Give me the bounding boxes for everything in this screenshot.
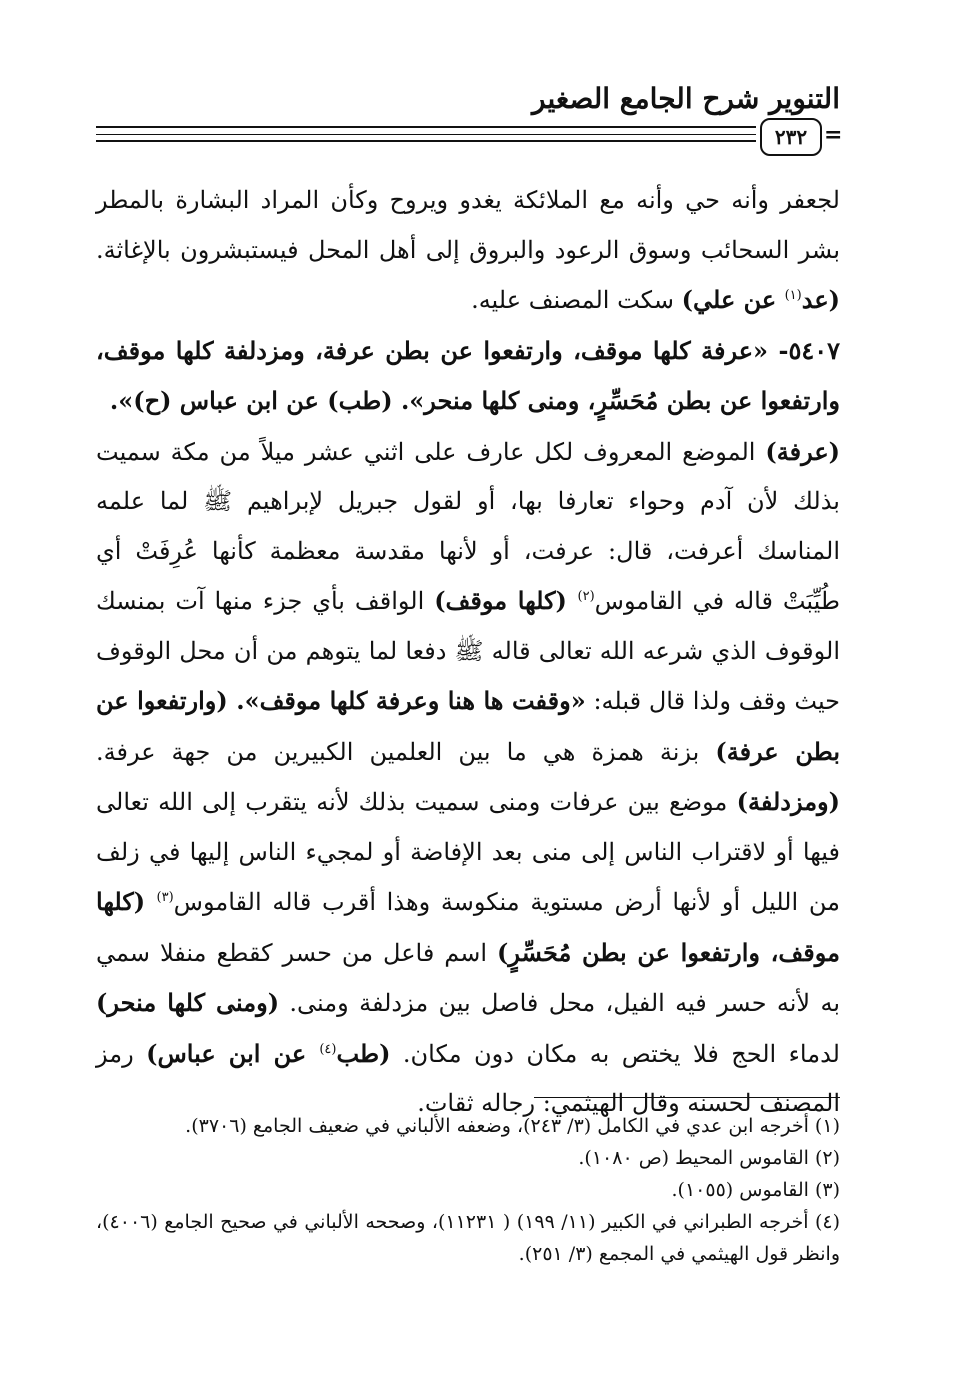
text-run: لجعفر وأنه حي وأنه مع الملائكة يغدو ويروح وكأن المراد البشارة بالمطر بشر السحائب وسوق الرعود والبروق إلى أهل المحل فيستبشرون بالإغاثة. [96,186,840,264]
text-run: موضع بين عرفات ومنى سميت بذلك لأنه يتقرب إلى الله تعالى فيها أو لاقتراب الناس إلى منى بعد الإفاضة أو لمجيء الناس إليها في زلف من الليل أو لأنها أرض مستوية منكوسة وهذا أقرب قاله القاموس [96,788,841,916]
text-run: لدماء الحج فلا يختص به مكان دون مكان. [390,1039,840,1068]
text-run: الموضع المعروف لكل عارف على اثني عشر ميلاً من مكة سميت بذلك لأن آدم وحواء تعارفا بها، أو لقول جبريل لإبراهيم ﷺ لما علمه المناسك أعرفت، قال: عرفت، أو لأنها مقدسة معظمة كأنها عُرِفَتْ أي طُيِّبَتْ قاله في القاموس [96,437,840,615]
footnote-separator [534,1097,840,1098]
header-rule-bottom [96,140,756,142]
header-rule-top [96,126,756,128]
lemma: (كلها موقف، وارتفعوا عن بطن مُحَسِّرٍ) [96,887,840,967]
hadith-number: ٥٤٠٧- [768,335,840,365]
footnotes [96,1110,840,1270]
text-run: اسم فاعل من حسر كقطع منفلا سمي به لأنه حسر فيه الفيل، محل فاصل بين مزدلفة ومنى. [96,938,840,1017]
running-title: التنوير شرح الجامع الصغير [532,82,840,115]
source-code: عن ابن عباس) [146,1038,320,1068]
header-rule-middle [96,134,756,135]
page-number: ٢٣٢ [760,118,822,156]
footnote-ref: (٤) [319,1041,337,1057]
footnote: (٤) أخرجه الطبراني في الكبير (١١/ ١٩٩) ( ١١٢٣١)، وصححه الألباني في صحيح الجامع (٤٠٠٦)، وانظر قول الهيثمي في المجمع (٣/ ٢٥١). [96,1211,840,1265]
footnote-ref: (٣) [156,890,174,905]
text-run: بزنة همزة هي ما بين العلمين الكبيرين من جهة عرفة. [96,737,716,766]
source-code: عن علي) [681,285,785,314]
footnote: (١) أخرجه ابن عدي في الكامل (٣/ ٢٤٣)، وضعفه الألباني في ضعيف الجامع (٣٧٠٦). [185,1115,840,1137]
text-run: الواقف بأي جزء منها آت بمنسك الوقوف الذي شرعه الله تعالى قاله ﷺ دفعا لما يتوهم من أن محل الوقوف حيث وقف ولذا قال قبله: [96,587,841,715]
lemma: (وارتفعوا عن بطن عرفة) [96,686,840,766]
quotation: «وقفت ها هنا وعرفة كلها موقف». [236,686,586,715]
text-run: رمز المصنف لحسنه وقال الهيثمي: رجاله ثقات. [96,1039,840,1117]
lemma: (ومزدلفة) [736,787,840,816]
source-code: (طب [336,1038,391,1068]
footnote: (٣) القاموس (١٠٥٥). [671,1179,840,1201]
hadith-text: «عرفة كلها موقف، وارتفعوا عن بطن عرفة، ومزدلفة كلها موقف، وارتفعوا عن بطن مُحَسِّرٍ، ومنى كلها منحر». (طب) عن ابن عباس (ح)». [96,335,840,415]
lemma: (كلها موقف) [434,586,578,615]
text-run: سكت المصنف عليه. [471,286,682,314]
footnote-ref: (١) [784,288,802,303]
header-ornament: = [824,122,843,148]
hadith-entry [96,326,840,427]
paragraph-commentary [96,427,840,1129]
lemma: (عرفة) [765,436,840,466]
source-code: (عد [801,285,840,314]
page-header [96,60,843,156]
main-text [96,176,840,1129]
footnote-ref: (٢) [577,589,595,604]
paragraph-intro [96,176,840,326]
lemma: (ومنى كلها منحر) [96,988,280,1017]
footnote: (٢) القاموس المحيط (ص ١٠٨٠). [578,1147,840,1169]
